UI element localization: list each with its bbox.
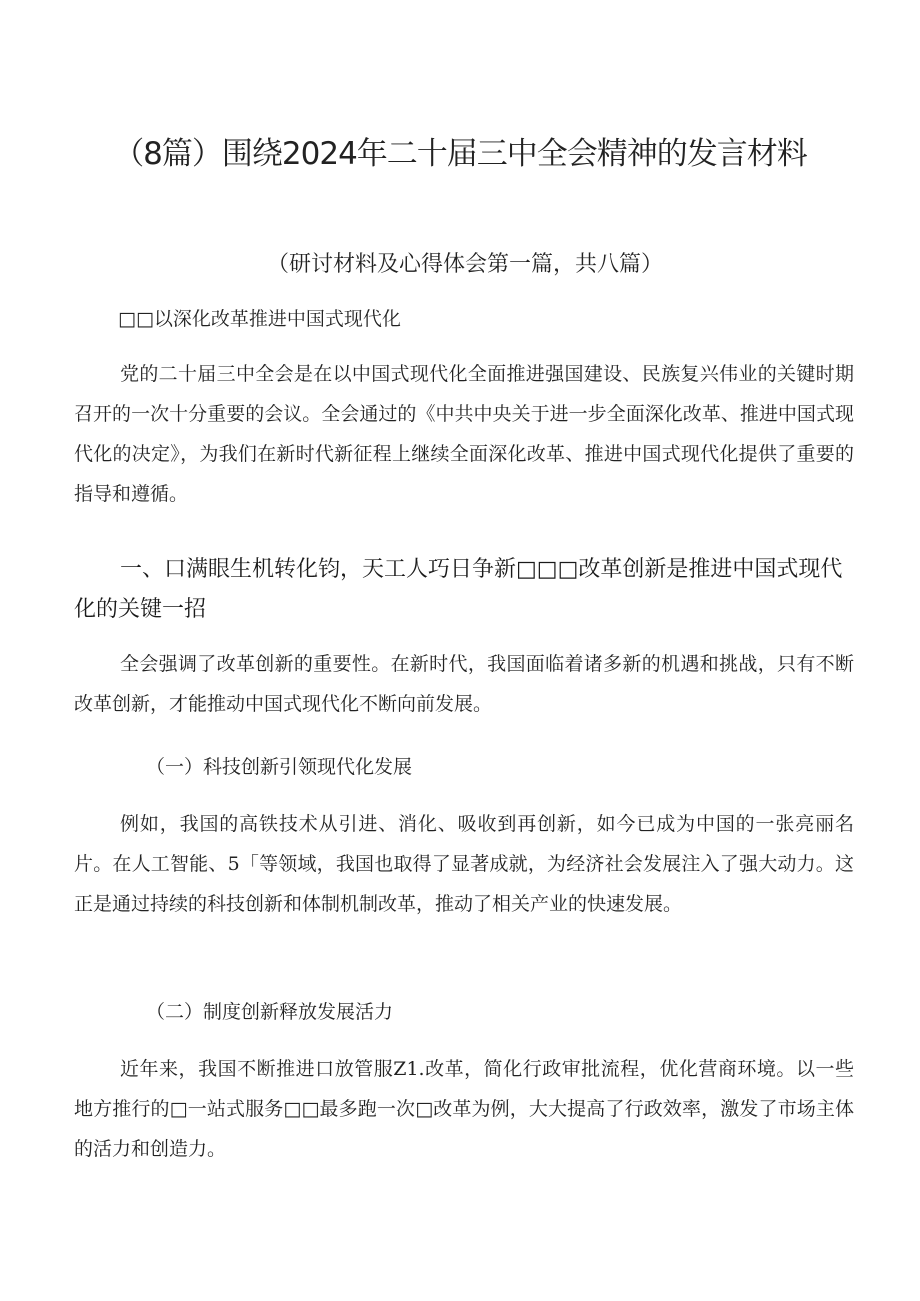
paragraph-tech-innovation: 例如，我国的高铁技术从引进、消化、吸收到再创新，如今已成为中国的一张亮丽名片。在人工智能、5「等领域，我国也取得了显著成就，为经济社会发展注入了强大动力。这正是通过持续的科技创新和体制机制改革，推动了相关产业的快速发展。 [74, 813, 854, 915]
paragraph-institutional-innovation: 近年来，我国不断推进口放管服Z1.改革，简化行政审批流程，优化营商环境。以一些地方推行的□一站式服务□□最多跑一次□改革为例，大大提高了行政效率，激发了市场主体的活力和创造力。 [74, 1058, 854, 1160]
section-heading-1: 一、口满眼生机转化钧，天工人巧日争新□□□改革创新是推进中国式现代化的关键一招 [74, 557, 843, 622]
paragraph-section-1: 全会强调了改革创新的重要性。在新时代，我国面临着诸多新的机遇和挑战，只有不断改革创新，才能推动中国式现代化不断向前发展。 [74, 653, 854, 715]
document-title: （8篇）围绕2024年二十届三中全会精神的发言材料 [113, 136, 807, 172]
subheading-tech-innovation: （一）科技创新引领现代化发展 [146, 756, 413, 778]
paragraph-intro: 党的二十届三中全会是在以中国式现代化全面推进强国建设、民族复兴伟业的关键时期召开的一次十分重要的会议。全会通过的《中共中央关于进一步全面深化改革、推进中国式现代化的决定》，为我们在新时代新征程上继续全面深化改革、推进中国式现代化提供了重要的指导和遵循。 [74, 363, 854, 505]
document-subtitle: （研讨材料及心得体会第一篇，共八篇） [266, 252, 663, 277]
article-kicker: □□以深化改革推进中国式现代化 [118, 308, 401, 330]
subheading-institutional-innovation: （二）制度创新释放发展活力 [146, 1001, 394, 1023]
